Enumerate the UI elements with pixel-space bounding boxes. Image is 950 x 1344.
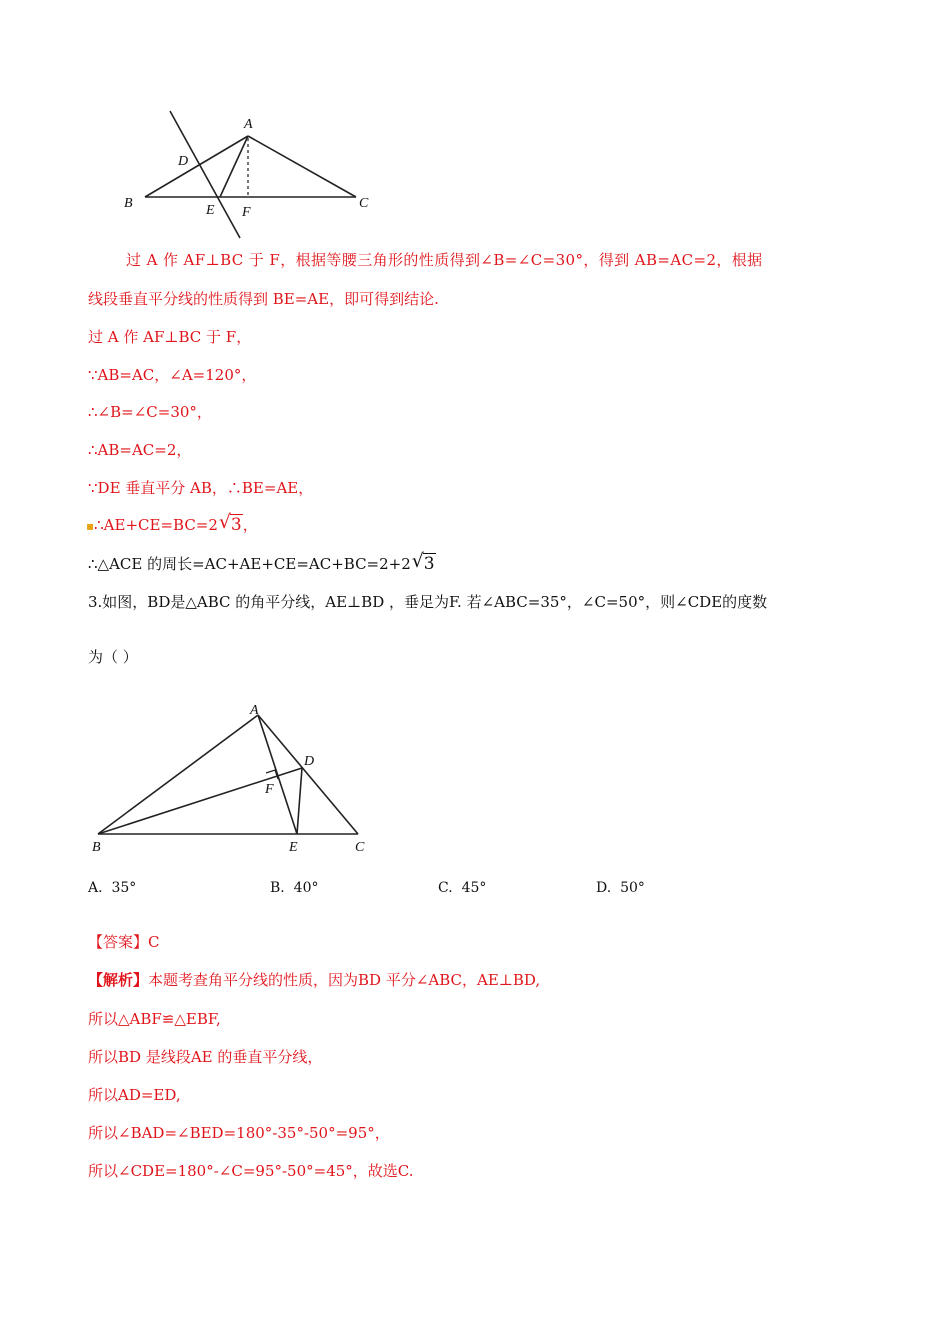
sqrt-radicand-2: 3 <box>423 554 435 574</box>
question-3-stem-line-2: 为（ ） <box>88 648 138 666</box>
option-a <box>88 878 136 898</box>
label-F: F <box>242 205 251 220</box>
label-B-2: B <box>92 840 101 855</box>
option-d-letter: D. <box>596 880 612 896</box>
solution-line-5: ∵DE 垂直平分 AB，∴BE=AE， <box>88 479 314 497</box>
option-d <box>596 878 645 898</box>
analysis-line-6: 所以∠CDE=180°-∠C=95°-50°=45°，故选C. <box>88 1162 414 1180</box>
segment-AB <box>145 136 248 197</box>
figure-1 <box>110 108 390 243</box>
answer-label: 【答案】C <box>88 933 160 951</box>
analysis-text: 本题考查角平分线的性质，因为BD 平分∠ABC，AE⊥BD, <box>148 971 541 989</box>
analysis-line-5: 所以∠BAD=∠BED=180°-35°-50°=95°， <box>88 1124 390 1142</box>
option-b <box>270 878 318 898</box>
label-B: B <box>124 196 133 211</box>
option-a-letter: A. <box>88 880 103 896</box>
solution-line-6 <box>86 511 258 536</box>
hint-line-2: 线段垂直平分线的性质得到 BE=AE，即可得到结论. <box>88 290 439 308</box>
label-F-2: F <box>265 782 274 797</box>
analysis-label: 【解析】 <box>88 971 149 989</box>
marker-dot: ▪ <box>86 519 95 533</box>
solution-line-7 <box>88 550 436 574</box>
label-C: C <box>359 196 369 211</box>
option-c <box>438 878 486 898</box>
label-A: A <box>244 117 253 132</box>
label-D: D <box>178 154 189 169</box>
label-C-2: C <box>355 840 365 855</box>
segment-AE-2 <box>258 715 297 834</box>
solution-line-6-prefix: ∴AE+CE=BC=2 <box>94 516 218 534</box>
figure-2-svg <box>84 698 374 860</box>
solution-line-6-suffix: ， <box>242 516 258 534</box>
label-E: E <box>206 203 215 218</box>
label-E-2: E <box>289 840 298 855</box>
solution-line-3: ∴∠B=∠C=30°， <box>88 403 212 421</box>
sqrt-symbol: √ 3 <box>218 511 242 535</box>
segment-AC <box>248 136 356 197</box>
label-A-2: A <box>250 703 259 718</box>
sqrt-radicand: 3 <box>230 515 242 535</box>
option-c-letter: C. <box>438 880 453 896</box>
segment-AC-2 <box>258 715 358 834</box>
solution-line-1: 过 A 作 AF⊥BC 于 F， <box>88 328 252 346</box>
analysis-line-4: 所以AD=ED, <box>88 1086 181 1104</box>
sqrt-symbol-2: √ 3 <box>411 550 435 574</box>
option-d-text: 50° <box>620 880 645 896</box>
solution-line-4: ∴AB=AC=2， <box>88 441 192 459</box>
figure-2 <box>84 698 374 860</box>
segment-AB-2 <box>98 715 258 834</box>
analysis-line-3: 所以BD 是线段AE 的垂直平分线， <box>88 1048 323 1066</box>
option-b-letter: B. <box>270 880 285 896</box>
figure-1-svg <box>110 108 390 243</box>
solution-line-7-prefix: ∴△ACE 的周长=AC+AE+CE=AC+BC=2+2 <box>88 555 411 573</box>
solution-line-2: ∵AB=AC，∠A=120°， <box>88 366 257 384</box>
label-D-2: D <box>304 754 315 769</box>
segment-BD <box>98 768 302 834</box>
option-c-text: 45° <box>461 880 487 896</box>
segment-DE <box>297 768 302 834</box>
analysis-line-1 <box>88 970 540 990</box>
option-b-text: 40° <box>293 880 319 896</box>
hint-line-1: 过 A 作 AF⊥BC 于 F，根据等腰三角形的性质得到∠B=∠C=30°，得到 AB=AC=2，根据 <box>126 251 763 269</box>
analysis-line-2: 所以△ABF≌△EBF, <box>88 1010 221 1028</box>
option-a-text: 35° <box>111 880 137 896</box>
question-3-stem-line-1: 3.如图，BD是△ABC 的角平分线，AE⊥BD ，垂足为F. 若∠ABC=35°，∠C=50°，则∠CDE的度数 <box>88 593 768 611</box>
